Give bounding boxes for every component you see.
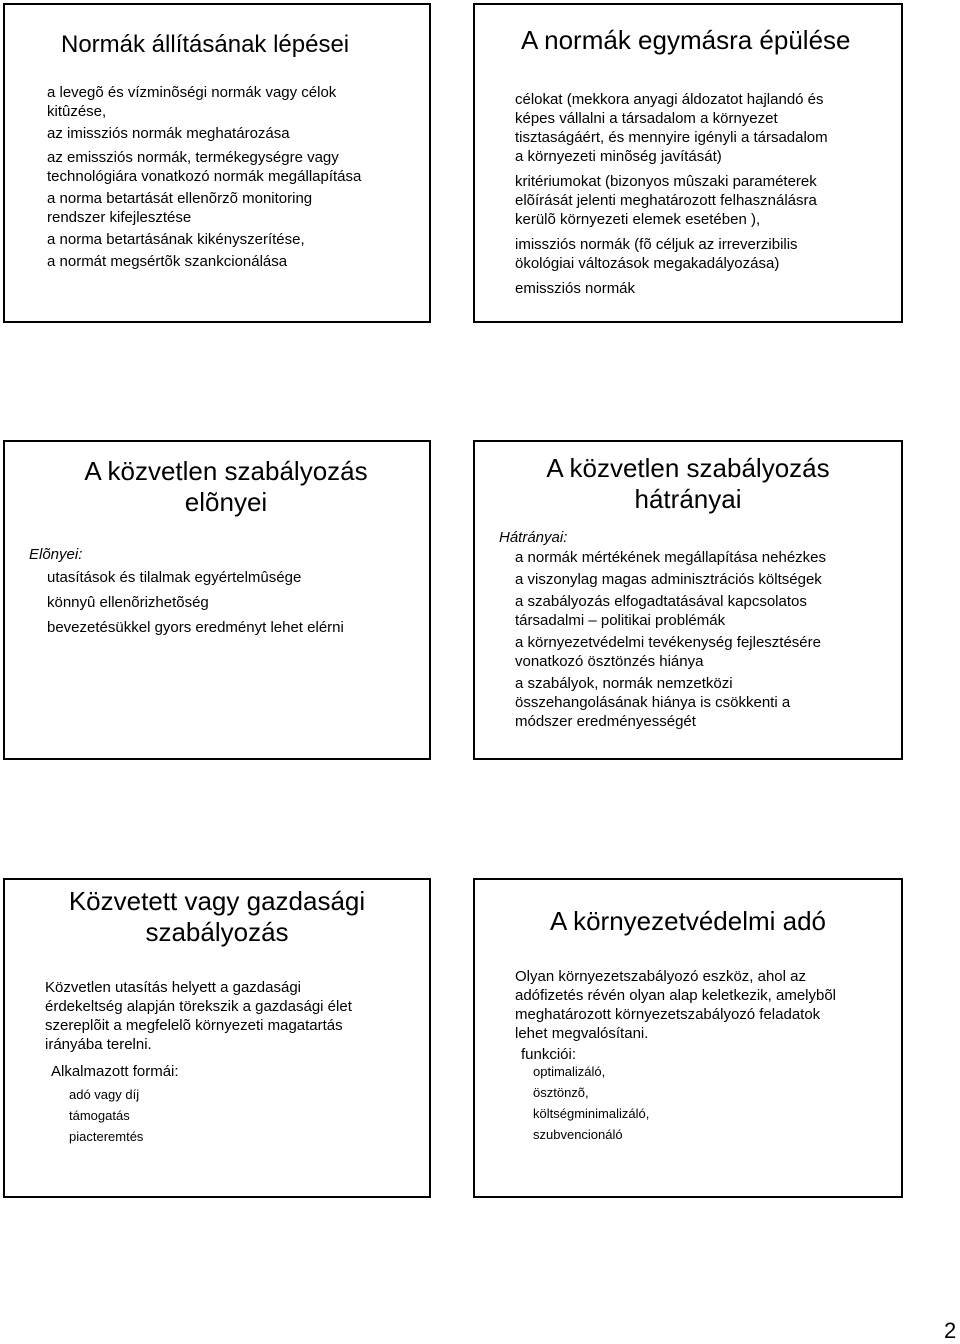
subheading: Elõnyei: [29,546,83,563]
list-line: kritériumokat (bizonyos mûszaki paraméterek [515,173,817,190]
title-line: A közvetlen szabályozás [546,453,830,483]
list-line: bevezetésükkel gyors eredményt lehet elérni [47,619,344,636]
list-line: a levegõ és vízminõségi normák vagy célok [47,84,337,101]
title-line: A közvetlen szabályozás [84,456,368,486]
forms-label: Alkalmazott formái: [51,1063,179,1080]
list-line: kerülõ környezeti elemek esetében ), [515,211,761,228]
text-line: irányába terelni. [45,1036,152,1053]
slide-norm-hierarchy [473,3,903,323]
list-line: imissziós normák (fõ céljuk az irreverzibilis [515,236,798,253]
title-line: elõnyei [184,487,268,518]
text-line: lehet megvalósítani. [515,1025,649,1042]
list-line: könnyû ellenõrizhetõség [47,594,209,611]
list-line: utasítások és tilalmak egyértelmûsége [47,569,302,586]
list-line: a normák mértékének megállapítása nehézkes [515,549,827,566]
slide-direct-disadvantages [473,440,903,760]
text-line: Olyan környezetszabályozó eszköz, ahol az [515,968,806,985]
text-line: adófizetés révén olyan alap keletkezik, amelybõl [515,987,837,1004]
advantages-list [47,568,344,637]
list-line: az emissziós normák, termékegységre vagy [47,149,339,166]
intro-text [45,978,352,1054]
list-line: emissziós normák [515,280,636,297]
list-line: a környezeti minõség javítását) [515,148,722,165]
list-line: optimalizáló, [533,1064,606,1079]
list-line: a normát megsértõk szankcionálása [47,253,288,270]
slide-title [5,886,429,948]
disadvantages-list [515,548,826,731]
list-line: a norma betartásának kikényszerítése, [47,231,305,248]
page-number: 2 [944,1318,957,1343]
functions-label: funkciói: [521,1046,577,1063]
list-line: rendszer kifejlesztése [47,209,192,226]
list-line: társadalmi – politikai problémák [515,612,726,629]
list-line: vonatkozó ösztönzés hiánya [515,653,704,670]
intro-text [515,967,836,1043]
list-line: a szabályok, normák nemzetközi [515,675,733,692]
text-line: Közvetlen utasítás helyett a gazdasági [45,979,301,996]
forms-list [69,1084,143,1147]
list-line: képes vállalni a társadalom a környezet [515,110,778,127]
list-line: kitûzése, [47,103,107,120]
text-line: érdekeltség alapján törekszik a gazdasági élet [45,998,352,1015]
list-line: költségminimalizáló, [533,1106,650,1121]
list-line: technológiára vonatkozó normák megállapítása [47,168,362,185]
list-line: elõírását jelenti meghatározott felhasználásra [515,192,817,209]
list-line: támogatás [69,1108,130,1123]
list-line: az imissziós normák meghatározása [47,125,290,142]
slide-direct-advantages [3,440,431,760]
list-line: piacteremtés [69,1129,144,1144]
slide-norm-steps [3,3,431,323]
slide-title: A normák egymásra épülése [521,25,851,55]
list-line: ösztönzõ, [533,1085,589,1100]
functions-list [533,1061,649,1145]
list-line: ökológiai változások megakadályozása) [515,255,780,272]
hierarchy-list [515,90,828,298]
list-line: módszer eredményességét [515,713,696,730]
title-line: hátrányai [634,484,742,515]
title-line: Közvetett vagy gazdasági [68,886,366,916]
slide-indirect-regulation [3,878,431,1198]
list-line: a szabályozás elfogadtatásával kapcsolatos [515,593,807,610]
slide-title: A környezetvédelmi adó [549,906,827,936]
list-line: szubvencionáló [533,1127,623,1142]
slide-environmental-tax [473,878,903,1198]
text-line: meghatározott környezetszabályozó feladatok [515,1006,821,1023]
list-line: a norma betartását ellenõrzõ monitoring [47,190,313,207]
list-line: célokat (mekkora anyagi áldozatot hajlandó és [515,91,824,108]
slide-title: Normák állításának lépései [61,31,350,58]
title-line: szabályozás [145,917,289,948]
list-line: adó vagy díj [69,1087,140,1102]
subheading: Hátrányai: [499,529,568,546]
list-line: összehangolásának hiánya is csökkenti a [515,694,791,711]
text-line: szereplõit a megfelelõ környezeti magatartás [45,1017,343,1034]
list-line: a környezetvédelmi tevékenység fejlesztésére [515,634,821,651]
steps-list [47,83,361,271]
list-line: a viszonylag magas adminisztrációs költségek [515,571,822,588]
slide-title [475,453,901,515]
slide-title [5,456,429,518]
list-line: tisztaságáért, és mennyire igényli a társadalom [515,129,828,146]
